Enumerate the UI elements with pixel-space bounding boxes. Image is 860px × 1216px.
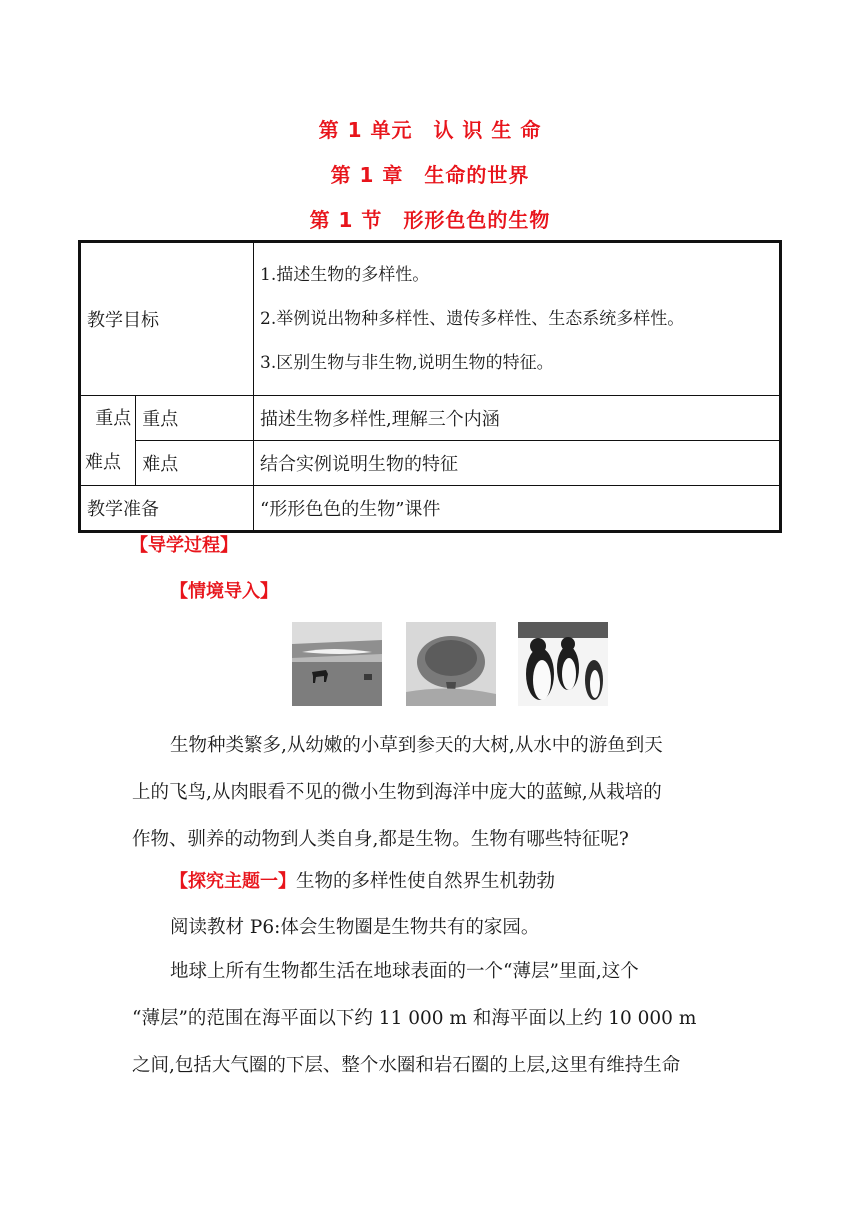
goal-item: 3.区别生物与非生物,说明生物的特征。 (260, 353, 554, 373)
lesson-plan-table (78, 240, 782, 533)
plant-photo (406, 622, 496, 706)
difficult-label-bottom: 难点 (85, 451, 121, 473)
intro-line: 上的飞鸟,从肉眼看不见的微小生物到海洋中庞大的蓝鲸,从栽培的 (132, 782, 662, 803)
goals-row (80, 242, 781, 396)
difficult-sublabel: 难点 (136, 441, 254, 486)
intro-line: 生物种类繁多,从幼嫩的小草到参天的大树,从水中的游鱼到天 (170, 735, 663, 756)
goals-label: 教学目标 (80, 242, 254, 396)
explore-heading-line (170, 867, 555, 893)
goals-cell (254, 242, 781, 396)
key-label-top: 重点 (95, 407, 132, 429)
key-row (80, 396, 781, 441)
key-difficult-label (80, 396, 136, 486)
key-value: 描述生物多样性,理解三个内涵 (254, 396, 781, 441)
body-paragraph (132, 948, 732, 1089)
prep-row (80, 486, 781, 532)
section-title: 第 1 节 形形色色的生物 (309, 208, 551, 232)
prep-value: “形形色色的生物”课件 (254, 486, 781, 532)
body-line: 之间,包括大气圈的下层、整个水圈和岩石圈的上层,这里有维持生命 (132, 1055, 681, 1076)
penguins-photo (518, 622, 608, 706)
difficult-row (80, 441, 781, 486)
body-line: “薄层”的范围在海平面以下约 11 000 m 和海平面以上约 10 000 m (132, 1008, 697, 1029)
reading-line: 阅读教材 P6:体会生物圈是生物共有的家园。 (170, 917, 540, 938)
chapter-title: 第 1 章 生命的世界 (330, 163, 530, 187)
body-line: 地球上所有生物都生活在地球表面的一个“薄层”里面,这个 (170, 961, 639, 982)
grassland-horse-photo (292, 622, 382, 706)
unit-title: 第 1 单元 认 识 生 命 (318, 118, 542, 142)
intro-line: 作物、驯养的动物到人类自身,都是生物。生物有哪些特征呢? (132, 829, 629, 850)
explore-tag: 【探究主题一】 (170, 871, 296, 892)
explore-title: 生物的多样性使自然界生机勃勃 (296, 871, 556, 892)
process-heading: 【导学过程】 (130, 535, 238, 556)
intro-paragraph (132, 722, 732, 863)
difficult-value: 结合实例说明生物的特征 (254, 441, 781, 486)
goal-item: 1.描述生物的多样性。 (260, 265, 430, 285)
key-sublabel: 重点 (136, 396, 254, 441)
goal-item: 2.举例说出物种多样性、遗传多样性、生态系统多样性。 (260, 309, 685, 329)
intro-heading: 【情境导入】 (170, 581, 278, 602)
intro-photos (292, 622, 612, 706)
prep-label: 教学准备 (80, 486, 254, 532)
